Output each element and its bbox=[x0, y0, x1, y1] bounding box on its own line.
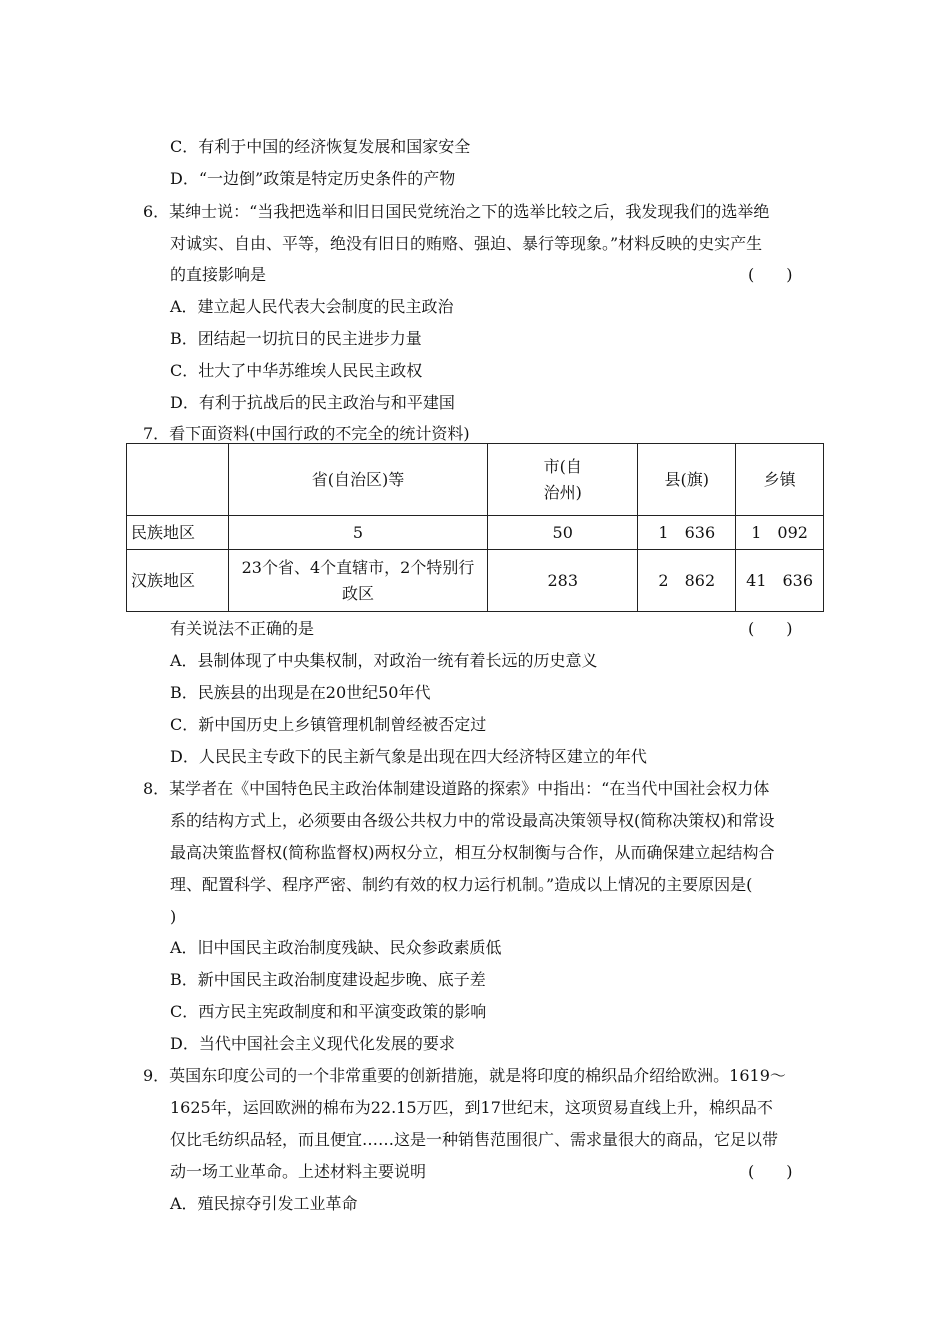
q8-option-a: A．旧中国民主政治制度残缺、民众参政素质低 bbox=[170, 938, 502, 957]
q6-option-c: C．壮大了中华苏维埃人民民主政权 bbox=[170, 361, 423, 380]
q8-option-d: D．当代中国社会主义现代化发展的要求 bbox=[170, 1034, 455, 1053]
q7-option-a: A．县制体现了中央集权制，对政治一统有着长远的历史意义 bbox=[170, 651, 598, 670]
q8-stem-line4: 理、配置科学、程序严密、制约有效的权力运行机制。”造成以上情况的主要原因是( bbox=[170, 875, 753, 894]
table-row bbox=[127, 516, 824, 550]
q9-stem-line3: 仅比毛纺织品轻，而且便宜……这是一种销售范围很广、需求量很大的商品，它足以带 bbox=[170, 1130, 779, 1149]
q8-stem-line3: 最高决策监督权(简称监督权)两权分立，相互分权制衡与合作，从而确保建立起结构合 bbox=[170, 843, 775, 862]
q7-question: 有关说法不正确的是 bbox=[170, 619, 315, 638]
admin-stats-table bbox=[126, 443, 824, 612]
q8-option-b: B．新中国民主政治制度建设起步晚、底子差 bbox=[170, 970, 486, 989]
table-header-province: 省(自治区)等 bbox=[228, 444, 487, 516]
table-cell-county: 2 862 bbox=[638, 550, 736, 612]
q8-stem-line2: 系的结构方式上，必须要由各级公共权力中的常设最高决策领导权(简称决策权)和常设 bbox=[170, 811, 775, 830]
q9-answer-paren: ( ) bbox=[748, 1162, 793, 1181]
q6-answer-paren: ( ) bbox=[748, 265, 793, 284]
table-cell-city: 283 bbox=[488, 550, 638, 612]
q5-option-d: D．“一边倒”政策是特定历史条件的产物 bbox=[170, 169, 456, 188]
q7-option-b: B．民族县的出现是在20世纪50年代 bbox=[170, 683, 431, 702]
table-cell-county: 1 636 bbox=[638, 516, 736, 550]
q7-stem: 7．看下面资料(中国行政的不完全的统计资料) bbox=[143, 424, 470, 443]
table-cell-province: 5 bbox=[228, 516, 487, 550]
q8-option-c: C．西方民主宪政制度和和平演变政策的影响 bbox=[170, 1002, 487, 1021]
table-header-township: 乡镇 bbox=[736, 444, 824, 516]
table-cell-province bbox=[228, 550, 487, 612]
q5-option-c: C．有利于中国的经济恢复发展和国家安全 bbox=[170, 137, 471, 156]
table-cell-province-line2: 政区 bbox=[341, 583, 374, 603]
q6-option-d: D．有利于抗战后的民主政治与和平建国 bbox=[170, 393, 455, 412]
q7-option-d: D．人民民主专政下的民主新气象是出现在四大经济特区建立的年代 bbox=[170, 747, 647, 766]
table-header-city-line1: 市(自 bbox=[543, 456, 582, 476]
table-cell-township: 1 092 bbox=[736, 516, 824, 550]
q6-option-b: B．团结起一切抗日的民主进步力量 bbox=[170, 329, 422, 348]
q6-stem-line3: 的直接影响是 bbox=[170, 265, 267, 284]
table-cell-province-line1: 23个省、4个直辖市，2个特别行 bbox=[241, 557, 475, 577]
q7-option-c: C．新中国历史上乡镇管理机制曾经被否定过 bbox=[170, 715, 487, 734]
table-header-county: 县(旗) bbox=[638, 444, 736, 516]
q9-stem-line1: 9．英国东印度公司的一个非常重要的创新措施，就是将印度的棉织品介绍给欧洲。1619～ bbox=[143, 1066, 786, 1085]
q8-stem-line5: ) bbox=[170, 907, 177, 926]
q7-answer-paren: ( ) bbox=[748, 619, 793, 638]
table-cell-region: 民族地区 bbox=[127, 516, 229, 550]
table-row bbox=[127, 550, 824, 612]
q6-stem-line2: 对诚实、自由、平等，绝没有旧日的贿赂、强迫、暴行等现象。”材料反映的史实产生 bbox=[170, 234, 763, 253]
table-header-empty bbox=[127, 444, 229, 516]
table-header-city bbox=[488, 444, 638, 516]
table-cell-region: 汉族地区 bbox=[127, 550, 229, 612]
q6-option-a: A．建立起人民代表大会制度的民主政治 bbox=[170, 297, 454, 316]
q9-option-a: A．殖民掠夺引发工业革命 bbox=[170, 1194, 358, 1213]
table-header-city-line2: 治州) bbox=[543, 482, 582, 502]
table-cell-city: 50 bbox=[488, 516, 638, 550]
q9-stem-line4: 动一场工业革命。上述材料主要说明 bbox=[170, 1162, 427, 1181]
q8-stem-line1: 8．某学者在《中国特色民主政治体制建设道路的探索》中指出：“在当代中国社会权力体 bbox=[143, 779, 770, 798]
table-cell-township: 41 636 bbox=[736, 550, 824, 612]
table-header-row bbox=[127, 444, 824, 516]
q9-stem-line2: 1625年，运回欧洲的棉布为22.15万匹，到17世纪末，这项贸易直线上升，棉织品不 bbox=[170, 1098, 773, 1117]
q6-stem-line1: 6．某绅士说：“当我把选举和旧日国民党统治之下的选举比较之后，我发现我们的选举绝 bbox=[143, 202, 770, 221]
